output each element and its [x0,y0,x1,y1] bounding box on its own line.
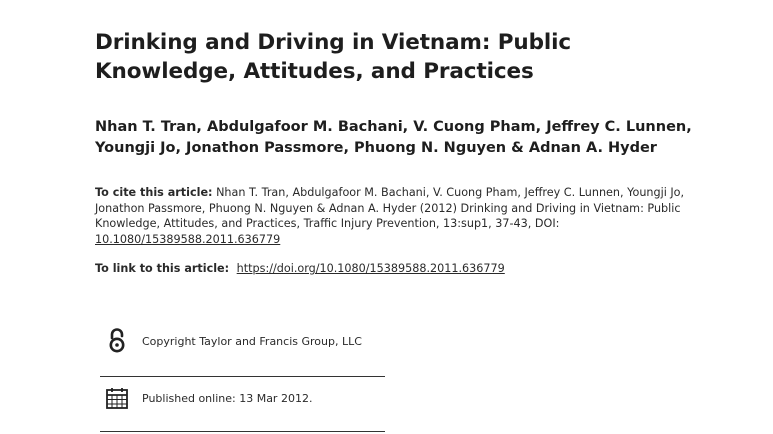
calendar-icon [104,385,130,411]
copyright-row [104,321,384,361]
published-row [104,378,384,418]
article-url-link[interactable]: https://doi.org/10.1080/15389588.2011.636779 [236,262,505,275]
citation-block [95,185,695,247]
published-date-text: Published online: 13 Mar 2012. [142,391,313,405]
article-authors: Nhan T. Tran, Abdulgafoor M. Bachani, V. Cuong Pham, Jeffrey C. Lunnen, Youngji Jo, Jonathon Passmore, Phuong N. Nguyen & Adnan A. Hyder [95,119,692,156]
citation-text: Nhan T. Tran, Abdulgafoor M. Bachani, V. Cuong Pham, Jeffrey C. Lunnen, Youngji Jo, Jonathon Passmore, Phuong N. Nguyen & Adnan A. Hyder (2012) Drinking and Driving in Vietnam: Public Knowledge, Attitudes, and Practices, Traffic Injury Prevention, 13:sup1, 37-43, DOI: [95,186,685,230]
article-title: Drinking and Driving in Vietnam: Public Knowledge, Attitudes, and Practices [95,30,572,84]
divider [100,431,385,432]
article-link-label: To link to this article: [95,262,230,275]
divider [100,376,385,377]
citation-label: To cite this article: [95,186,213,199]
copyright-text: Copyright Taylor and Francis Group, LLC [142,334,362,348]
open-access-icon [104,328,130,354]
citation-doi-link[interactable]: 10.1080/15389588.2011.636779 [95,232,281,246]
article-link-block [95,261,695,277]
